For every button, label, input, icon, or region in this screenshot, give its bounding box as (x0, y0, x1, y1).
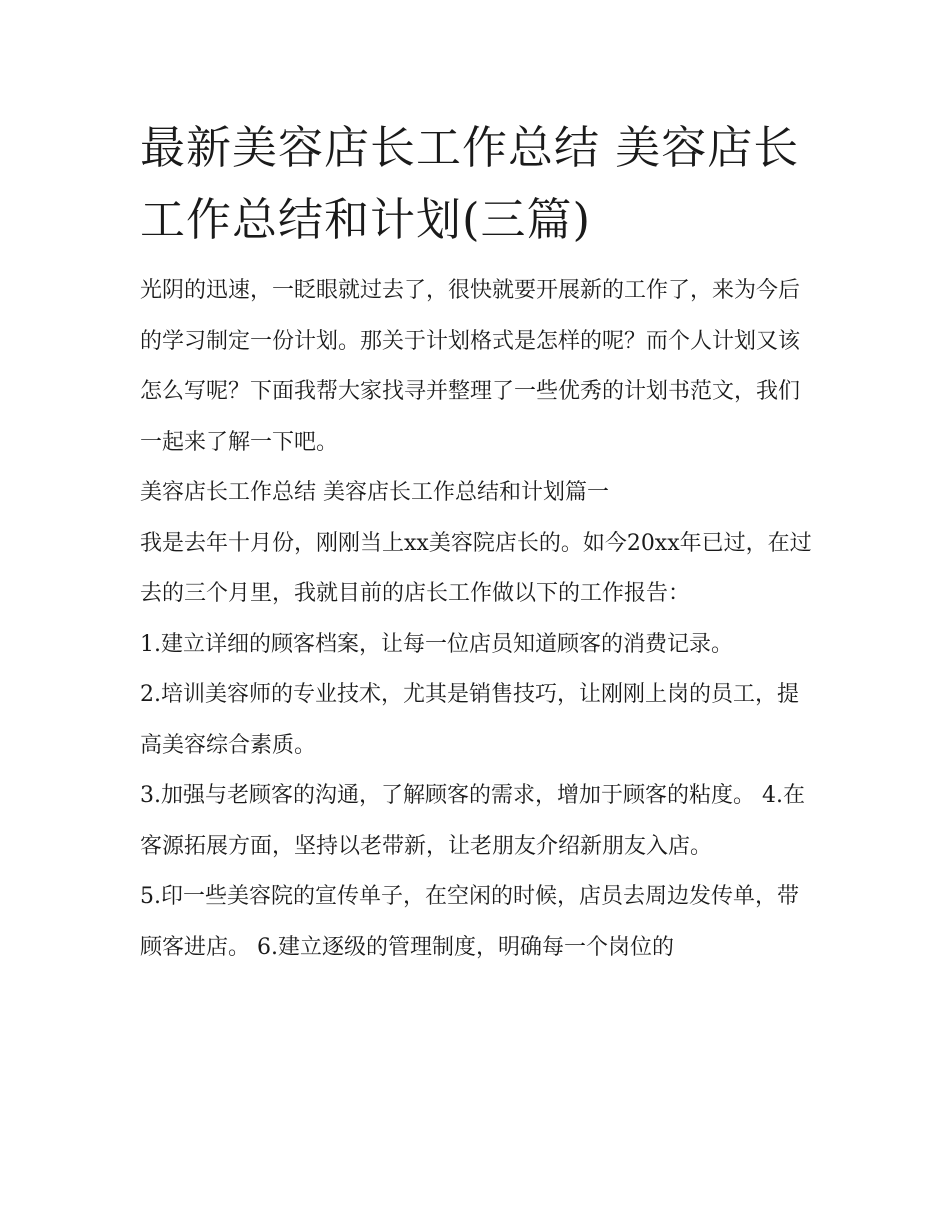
intro-paragraph: 光阴的迅速，一眨眼就过去了，很快就要开展新的工作了，来为今后的学习制定一份计划。那关于计划格式是怎样的呢？而个人计划又该怎么写呢？下面我帮大家找寻并整理了一些优秀的计划书范文，我们一起来了解一下吧。 (140, 278, 801, 455)
list-item: 1.建立详细的顾客档案，让每一位店员知道顾客的消费记录。 (140, 631, 733, 657)
body-paragraph: 我是去年十月份，刚刚当上xx美容院店长的。如今20xx年已过，在过去的三个月里，我就目前的店长工作做以下的工作报告： (140, 530, 812, 606)
list-item: 2.培训美容师的专业技术，尤其是销售技巧，让刚刚上岗的员工，提高美容综合素质。 (140, 682, 799, 758)
section-heading: 美容店长工作总结 美容店长工作总结和计划篇一 (140, 480, 609, 505)
list-item: 5.印一些美容院的宣传单子，在空闲的时候，店员去周边发传单，带顾客进店。 6.建立逐级的管理制度，明确每一个岗位的 (140, 884, 799, 960)
document-page (140, 112, 820, 973)
list-item: 3.加强与老顾客的沟通，了解顾客的需求，增加于顾客的粘度。 4.在客源拓展方面，坚持以老带新，让老朋友介绍新朋友入店。 (140, 783, 805, 859)
document-title: 最新美容店长工作总结 美容店长工作总结和计划(三篇) (140, 121, 800, 246)
